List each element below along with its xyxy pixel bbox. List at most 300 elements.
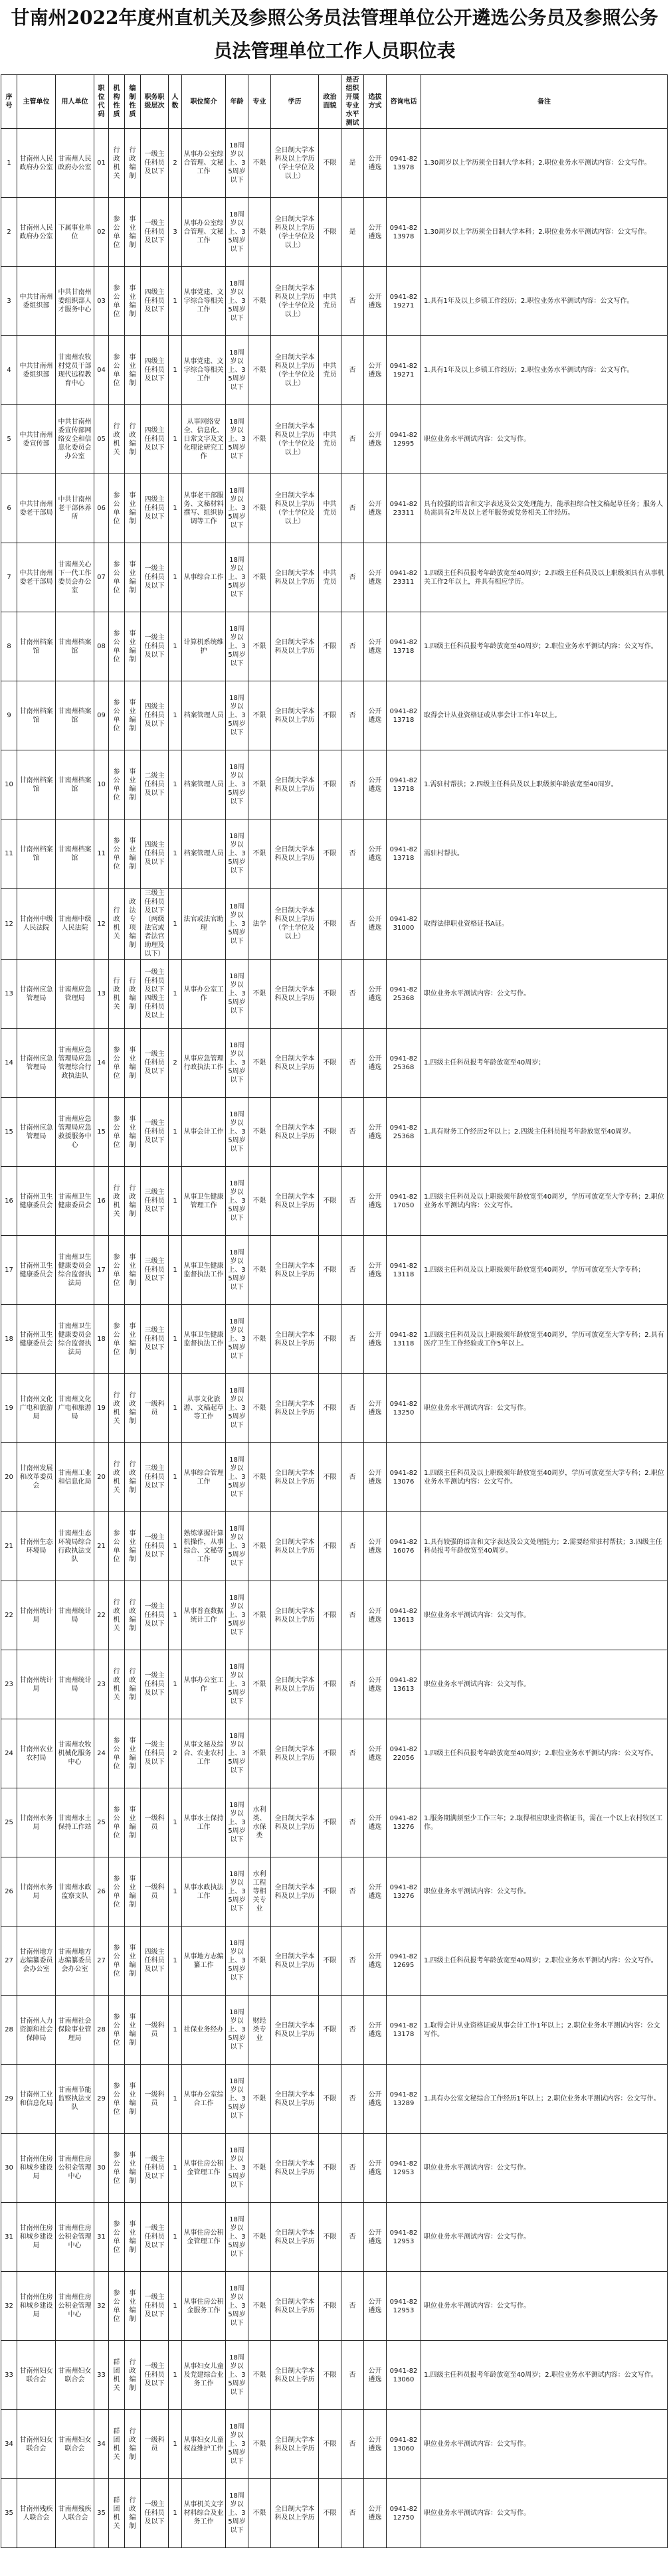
table-cell: 政法专项编制 (125, 889, 141, 960)
table-cell: 一级科员 (141, 1857, 169, 1927)
table-cell: 四级主任科员及以下 (141, 474, 169, 543)
table-cell: 事业编制 (125, 2065, 141, 2134)
table-cell: 10 (1, 750, 17, 819)
table-cell: 参公单位 (109, 474, 125, 543)
table-cell: 公开遴选 (364, 1857, 387, 1927)
table-cell: 14 (94, 1029, 109, 1098)
table-cell: 从事办公室工作 (182, 1650, 226, 1719)
table-cell: 行政编制 (125, 2479, 141, 2548)
table-cell: 28 (1, 1996, 17, 2065)
table-cell: 否 (341, 1374, 364, 1443)
table-cell: 不限 (248, 960, 271, 1029)
table-cell: 中共党员 (319, 267, 341, 336)
table-cell: 否 (341, 1167, 364, 1236)
table-cell: 甘南州中级人民法院 (17, 889, 56, 960)
table-cell: 18周岁以上、35周岁以下 (226, 1927, 248, 1996)
table-cell: 公开遴选 (364, 267, 387, 336)
remarks-cell: 职位业务水平测试内容：公文写作。 (421, 405, 668, 474)
table-cell: 中共党员 (319, 543, 341, 612)
table-cell: 甘南州水务局 (17, 1857, 56, 1927)
table-cell: 甘南州水务局 (17, 1788, 56, 1857)
table-cell: 一级主任科员及以下 (141, 2272, 169, 2341)
table-cell: 三级主任科员及以下 (141, 1305, 169, 1374)
table-cell: 全日制大学本科及以上学历（学士学位及以上） (271, 267, 319, 336)
table-cell: 事业编制 (125, 1719, 141, 1788)
table-cell: 10 (94, 750, 109, 819)
table-cell: 甘南州文化广电和旅游局 (56, 1374, 94, 1443)
table-cell: 甘南州残疾人联合会 (56, 2479, 94, 2548)
table-cell: 0941-8213076 (387, 1443, 421, 1512)
table-cell: 全日制大学本科及以上学历 (271, 612, 319, 681)
table-cell: 0941-8213118 (387, 1236, 421, 1305)
table-cell: 18周岁以上、35周岁以下 (226, 2479, 248, 2548)
table-cell: 计算机系统维护 (182, 612, 226, 681)
table-cell: 1 (169, 819, 182, 889)
table-cell: 公开遴选 (364, 1581, 387, 1650)
table-cell: 从事机关文字材料综合及业务工作 (182, 2479, 226, 2548)
table-cell: 不限 (248, 1374, 271, 1443)
table-cell: 公开遴选 (364, 1512, 387, 1581)
table-cell: 群团机关 (109, 2341, 125, 2410)
table-cell: 档案管理人员 (182, 819, 226, 889)
table-cell: 18周岁以上、35周岁以下 (226, 1857, 248, 1927)
table-cell: 档案管理人员 (182, 681, 226, 750)
table-cell: 不限 (319, 1581, 341, 1650)
table-cell: 中共甘南州委组织部 (17, 336, 56, 405)
table-cell: 参公单位 (109, 336, 125, 405)
table-cell: 1 (169, 2272, 182, 2341)
table-cell: 中共甘南州委老干部局 (17, 474, 56, 543)
table-cell: 一级科员 (141, 2410, 169, 2479)
table-cell: 公开遴选 (364, 1167, 387, 1236)
column-header: 学历 (271, 75, 319, 129)
table-row (1, 1305, 668, 1374)
table-cell: 否 (341, 1581, 364, 1650)
table-cell: 否 (341, 1512, 364, 1581)
table-cell: 行政机关 (109, 1443, 125, 1512)
table-cell: 1 (169, 2341, 182, 2410)
table-cell: 一级科员 (141, 1374, 169, 1443)
table-cell: 公开遴选 (364, 750, 387, 819)
table-cell: 0941-8213718 (387, 819, 421, 889)
table-cell: 事业编制 (125, 1857, 141, 1927)
table-cell: 18周岁以上、35周岁以下 (226, 267, 248, 336)
table-cell: 二级主任科员及以下 (141, 750, 169, 819)
table-cell: 全日制大学本科及以上学历 (271, 681, 319, 750)
table-cell: 1 (169, 543, 182, 612)
table-cell: 22 (94, 1581, 109, 1650)
table-cell: 中共甘南州委宣传部 (17, 405, 56, 474)
remarks-cell: 1.四级主任科员及以上职级须年龄放宽至40周岁，学历可放宽至大学专科； (421, 1236, 668, 1305)
table-cell: 24 (94, 1719, 109, 1788)
table-cell: 行政编制 (125, 1650, 141, 1719)
table-cell: 行政机关 (109, 960, 125, 1029)
table-cell: 公开遴选 (364, 1719, 387, 1788)
table-cell: 否 (341, 1927, 364, 1996)
table-cell: 全日制大学本科及以上学历（学士学位及以上） (271, 405, 319, 474)
table-cell: 水利类、水保类 (248, 1788, 271, 1857)
table-cell: 1 (169, 2134, 182, 2203)
table-cell: 参公单位 (109, 1512, 125, 1581)
table-cell: 全日制大学本科及以上学历（学士学位及以上） (271, 474, 319, 543)
table-row (1, 543, 668, 612)
table-cell: 不限 (248, 1719, 271, 1788)
table-cell: 33 (1, 2341, 17, 2410)
table-cell: 全日制大学本科及以上学历 (271, 1650, 319, 1719)
table-cell: 13 (94, 960, 109, 1029)
table-cell: 18周岁以上、35周岁以下 (226, 129, 248, 198)
table-body (1, 129, 668, 2548)
table-cell: 17 (94, 1236, 109, 1305)
table-cell: 从事卫生健康管理工作 (182, 1167, 226, 1236)
table-cell: 0941-8212953 (387, 2203, 421, 2272)
table-cell: 甘南州档案馆 (17, 750, 56, 819)
table-cell: 甘南州文化广电和旅游局 (17, 1374, 56, 1443)
table-cell: 0941-8213250 (387, 1374, 421, 1443)
table-cell: 参公单位 (109, 1305, 125, 1374)
table-cell: 法官或法官助理 (182, 889, 226, 960)
table-cell: 23 (1, 1650, 17, 1719)
table-cell: 公开遴选 (364, 960, 387, 1029)
table-cell: 否 (341, 1719, 364, 1788)
table-cell: 否 (341, 2479, 364, 2548)
remarks-cell: 1.四级主任科员报考年龄放宽至40周岁；2.职位业务水平测试内容：公文写作。 (421, 612, 668, 681)
table-cell: 0941-8213118 (387, 1305, 421, 1374)
remarks-cell: 1.30周岁以上学历须全日制大学本科；2.职位业务水平测试内容：公文写作。 (421, 198, 668, 267)
table-cell: 18周岁以上、35周岁以下 (226, 960, 248, 1029)
remarks-cell: 1.30周岁以上学历须全日制大学本科；2.职位业务水平测试内容：公文写作。 (421, 129, 668, 198)
table-cell: 12 (1, 889, 17, 960)
table-cell: 甘南州统计局 (56, 1581, 94, 1650)
table-cell: 一级主任科员及以下 (141, 1029, 169, 1098)
table-cell: 全日制大学本科及以上学历 (271, 2479, 319, 2548)
table-cell: 1 (169, 750, 182, 819)
table-cell: 1 (169, 1167, 182, 1236)
table-cell: 全日制大学本科及以上学历 (271, 1788, 319, 1857)
table-cell: 行政编制 (125, 1167, 141, 1236)
table-cell: 参公单位 (109, 750, 125, 819)
table-cell: 档案管理人员 (182, 750, 226, 819)
table-cell: 0941-8222056 (387, 1719, 421, 1788)
table-cell: 甘南州生态环境局综合行政执法支队 (56, 1512, 94, 1581)
column-header: 备注 (421, 75, 668, 129)
table-row (1, 2341, 668, 2410)
table-row (1, 1650, 668, 1719)
table-cell: 2 (1, 198, 17, 267)
table-cell: 1 (169, 2410, 182, 2479)
table-cell: 行政编制 (125, 2341, 141, 2410)
table-cell: 甘南州人民政府办公室 (17, 198, 56, 267)
remarks-cell: 职位业务水平测试内容：公文写作。 (421, 1374, 668, 1443)
table-cell: 参公单位 (109, 1236, 125, 1305)
table-cell: 公开遴选 (364, 405, 387, 474)
remarks-cell: 1.四级主任科员报考年龄放宽至40周岁； (421, 1029, 668, 1098)
table-cell: 18 (94, 1305, 109, 1374)
table-cell: 不限 (319, 2272, 341, 2341)
table-cell: 不限 (319, 1996, 341, 2065)
column-header: 机构性质 (109, 75, 125, 129)
column-header: 专业 (248, 75, 271, 129)
table-cell: 21 (1, 1512, 17, 1581)
table-cell: 甘南州卫生健康委员会综合监督执法局 (56, 1305, 94, 1374)
table-cell: 全日制大学本科及以上学历 (271, 1305, 319, 1374)
table-cell: 是 (341, 198, 364, 267)
table-cell: 社保业务经办 (182, 1996, 226, 2065)
table-row (1, 750, 668, 819)
table-cell: 0941-8219271 (387, 336, 421, 405)
table-cell: 行政编制 (125, 1374, 141, 1443)
remarks-cell: 职位业务水平测试内容：公文写作。 (421, 1581, 668, 1650)
table-cell: 甘南州妇女联合会 (17, 2341, 56, 2410)
table-cell: 18周岁以上、35周岁以下 (226, 543, 248, 612)
table-cell: 1 (169, 1236, 182, 1305)
table-cell: 不限 (248, 1098, 271, 1167)
table-cell: 否 (341, 474, 364, 543)
table-cell: 参公单位 (109, 819, 125, 889)
table-cell: 公开遴选 (364, 2065, 387, 2134)
table-cell: 1 (169, 1305, 182, 1374)
table-cell: 行政编制 (125, 1443, 141, 1512)
table-cell: 法学 (248, 889, 271, 960)
table-cell: 不限 (248, 2203, 271, 2272)
table-cell: 甘南州卫生健康委员会 (17, 1236, 56, 1305)
table-row (1, 1374, 668, 1443)
table-cell: 甘南州档案馆 (56, 612, 94, 681)
column-header: 年龄 (226, 75, 248, 129)
table-cell: 0941-8213276 (387, 1857, 421, 1927)
remarks-cell: 1.四级主任科员及以上职级须年龄放宽至40周岁，学历可放宽至大学专科；2.职位业务水平测试内容：公文写作。 (421, 1443, 668, 1512)
table-row (1, 2065, 668, 2134)
column-header: 职位简介 (182, 75, 226, 129)
table-cell: 三级主任科员及以下（两级法官或者法官助理及以下） (141, 889, 169, 960)
table-cell: 否 (341, 612, 364, 681)
table-cell: 公开遴选 (364, 1305, 387, 1374)
table-cell: 从事普查数据统计工作 (182, 1581, 226, 1650)
table-cell: 行政编制 (125, 1581, 141, 1650)
table-cell: 参公单位 (109, 198, 125, 267)
table-cell: 甘南州妇女联合会 (56, 2410, 94, 2479)
table-cell: 参公单位 (109, 1788, 125, 1857)
table-cell: 否 (341, 405, 364, 474)
table-cell: 30 (1, 2134, 17, 2203)
table-cell: 行政机关 (109, 1650, 125, 1719)
table-cell: 不限 (319, 1719, 341, 1788)
table-cell: 甘南州生态环境局 (17, 1512, 56, 1581)
table-cell: 不限 (248, 1167, 271, 1236)
column-header: 咨询电话 (387, 75, 421, 129)
table-cell: 从事水土保持工作 (182, 1788, 226, 1857)
table-cell: 事业编制 (125, 336, 141, 405)
table-cell: 2 (169, 1029, 182, 1098)
table-cell: 四级主任科员及以下 (141, 405, 169, 474)
table-cell: 参公单位 (109, 2272, 125, 2341)
table-cell: 1 (169, 681, 182, 750)
table-cell: 甘南州人力资源和社会保障局 (17, 1996, 56, 2065)
table-cell: 行政机关 (109, 889, 125, 960)
table-cell: 不限 (248, 1927, 271, 1996)
table-cell: 13 (1, 960, 17, 1029)
table-cell: 甘南州农业农村局 (17, 1719, 56, 1788)
table-row (1, 1236, 668, 1305)
table-cell: 否 (341, 681, 364, 750)
table-cell: 否 (341, 2272, 364, 2341)
table-row (1, 336, 668, 405)
table-cell: 全日制大学本科及以上学历 (271, 1581, 319, 1650)
table-cell: 群团机关 (109, 2410, 125, 2479)
table-row (1, 1167, 668, 1236)
table-cell: 否 (341, 750, 364, 819)
table-cell: 中共党员 (319, 405, 341, 474)
table-cell: 不限 (248, 1305, 271, 1374)
table-cell: 否 (341, 819, 364, 889)
table-cell: 全日制大学本科及以上学历 (271, 1927, 319, 1996)
table-cell: 18周岁以上、35周岁以下 (226, 681, 248, 750)
table-cell: 否 (341, 2203, 364, 2272)
table-cell: 甘南州应急管理局应急救援服务中心 (56, 1098, 94, 1167)
table-cell: 03 (94, 267, 109, 336)
table-cell: 参公单位 (109, 1996, 125, 2065)
remarks-cell: 需驻村帮扶。 (421, 819, 668, 889)
table-cell: 1 (169, 1927, 182, 1996)
table-cell: 事业编制 (125, 2203, 141, 2272)
table-cell: 0941-8225368 (387, 960, 421, 1029)
table-cell: 不限 (248, 1512, 271, 1581)
table-cell: 18周岁以上、35周岁以下 (226, 405, 248, 474)
table-cell: 一级主任科员及以下 (141, 198, 169, 267)
table-cell: 从事地方志编纂工作 (182, 1927, 226, 1996)
table-cell: 参公单位 (109, 1029, 125, 1098)
table-cell: 甘南州地方志编纂委员会办公室 (56, 1927, 94, 1996)
header-row (1, 75, 668, 129)
table-cell: 从事综合工作 (182, 543, 226, 612)
table-cell: 不限 (319, 1305, 341, 1374)
table-cell: 是 (341, 129, 364, 198)
table-cell: 35 (94, 2479, 109, 2548)
remarks-cell: 职位业务水平测试内容：公文写作。 (421, 960, 668, 1029)
table-cell: 全日制大学本科及以上学历 (271, 1167, 319, 1236)
table-cell: 公开遴选 (364, 2203, 387, 2272)
table-cell: 不限 (319, 2410, 341, 2479)
table-cell: 0941-8212953 (387, 2272, 421, 2341)
table-cell: 参公单位 (109, 267, 125, 336)
table-row (1, 2410, 668, 2479)
table-cell: 不限 (319, 1029, 341, 1098)
table-cell: 参公单位 (109, 543, 125, 612)
table-cell: 05 (94, 405, 109, 474)
table-cell: 参公单位 (109, 2134, 125, 2203)
table-cell: 不限 (319, 612, 341, 681)
table-cell: 四级主任科员及以下 (141, 1927, 169, 1996)
table-cell: 一级主任科员及以下 (141, 2203, 169, 2272)
table-cell: 一级主任科员及以下 (141, 543, 169, 612)
table-cell: 33 (94, 2341, 109, 2410)
table-cell: 32 (1, 2272, 17, 2341)
table-cell: 不限 (319, 1443, 341, 1512)
column-header: 是否组织开展专业水平测试 (341, 75, 364, 129)
table-cell: 18周岁以上、35周岁以下 (226, 1512, 248, 1581)
table-row (1, 1857, 668, 1927)
table-row (1, 2272, 668, 2341)
table-cell: 否 (341, 1236, 364, 1305)
table-cell: 全日制大学本科及以上学历 (271, 1512, 319, 1581)
table-cell: 0941-8212953 (387, 2134, 421, 2203)
table-cell: 从事办公室综合管理、文秘工作 (182, 198, 226, 267)
table-cell: 甘南州妇女联合会 (56, 2341, 94, 2410)
table-cell: 甘南州档案馆 (56, 819, 94, 889)
remarks-cell: 1.需驻村帮扶；2.四级主任科员及以上职级须年龄放宽至40周岁。 (421, 750, 668, 819)
table-cell: 行政编制 (125, 129, 141, 198)
positions-table (1, 74, 668, 2548)
table-cell: 否 (341, 267, 364, 336)
table-cell: 不限 (248, 336, 271, 405)
table-cell: 不限 (248, 2479, 271, 2548)
table-cell: 18周岁以上、35周岁以下 (226, 1443, 248, 1512)
table-cell: 事业编制 (125, 681, 141, 750)
table-cell: 06 (94, 474, 109, 543)
table-cell: 不限 (248, 1236, 271, 1305)
table-cell: 行政机关 (109, 405, 125, 474)
remarks-cell: 职位业务水平测试内容：公文写作。 (421, 1857, 668, 1927)
table-cell: 甘南州住房和城乡建设局 (17, 2203, 56, 2272)
table-cell: 34 (1, 2410, 17, 2479)
table-cell: 否 (341, 2134, 364, 2203)
table-cell: 公开遴选 (364, 2341, 387, 2410)
table-cell: 1 (169, 2479, 182, 2548)
table-cell: 不限 (248, 2272, 271, 2341)
table-cell: 1 (169, 1788, 182, 1857)
table-cell: 甘南州档案馆 (17, 681, 56, 750)
table-cell: 不限 (319, 2479, 341, 2548)
table-cell: 一级主任科员及以下 (141, 129, 169, 198)
table-cell: 18周岁以上、35周岁以下 (226, 1098, 248, 1167)
table-cell: 4 (1, 336, 17, 405)
table-cell: 四级主任科员及以下 (141, 267, 169, 336)
table-cell: 27 (94, 1927, 109, 1996)
table-cell: 18周岁以上、35周岁以下 (226, 1167, 248, 1236)
table-cell: 公开遴选 (364, 1650, 387, 1719)
table-cell: 0941-8212750 (387, 2479, 421, 2548)
remarks-cell: 1.取得会计从业资格证或从事会计工作1年以上；2.职位业务水平测试内容：公文写作。 (421, 1996, 668, 2065)
remarks-cell: 1.四级主任科员报考年龄放宽至40周岁；2.职位业务水平测试内容：公文写作。 (421, 1719, 668, 1788)
table-cell: 不限 (248, 1029, 271, 1098)
table-cell: 不限 (319, 1167, 341, 1236)
remarks-cell: 职位业务水平测试内容：公文写作。 (421, 2479, 668, 2548)
table-cell: 1 (169, 612, 182, 681)
table-cell: 事业编制 (125, 1927, 141, 1996)
table-cell: 一级主任科员及以下 (141, 1650, 169, 1719)
table-cell: 事业编制 (125, 1996, 141, 2065)
table-cell: 0941-8223311 (387, 543, 421, 612)
table-cell: 26 (94, 1857, 109, 1927)
table-cell: 一级科员 (141, 1788, 169, 1857)
table-cell: 18周岁以上、35周岁以下 (226, 336, 248, 405)
table-cell: 从事卫生健康监督执法工作 (182, 1236, 226, 1305)
column-header: 序号 (1, 75, 17, 129)
table-cell: 全日制大学本科及以上学历 (271, 2134, 319, 2203)
table-cell: 18周岁以上、35周岁以下 (226, 2065, 248, 2134)
table-cell: 从事办公室综合工作 (182, 2065, 226, 2134)
table-cell: 甘南州档案馆 (56, 750, 94, 819)
remarks-cell: 1.具有1年及以上乡镇工作经历；2.职位业务水平测试内容：公文写作。 (421, 336, 668, 405)
table-cell: 全日制大学本科及以上学历（学士学位及以上） (271, 129, 319, 198)
table-cell: 事业编制 (125, 2134, 141, 2203)
table-cell: 参公单位 (109, 2065, 125, 2134)
table-cell: 一级科员 (141, 2065, 169, 2134)
table-cell: 0941-8213718 (387, 612, 421, 681)
table-cell: 甘南州应急管理局 (17, 1098, 56, 1167)
table-cell: 不限 (248, 612, 271, 681)
table-cell: 否 (341, 1788, 364, 1857)
